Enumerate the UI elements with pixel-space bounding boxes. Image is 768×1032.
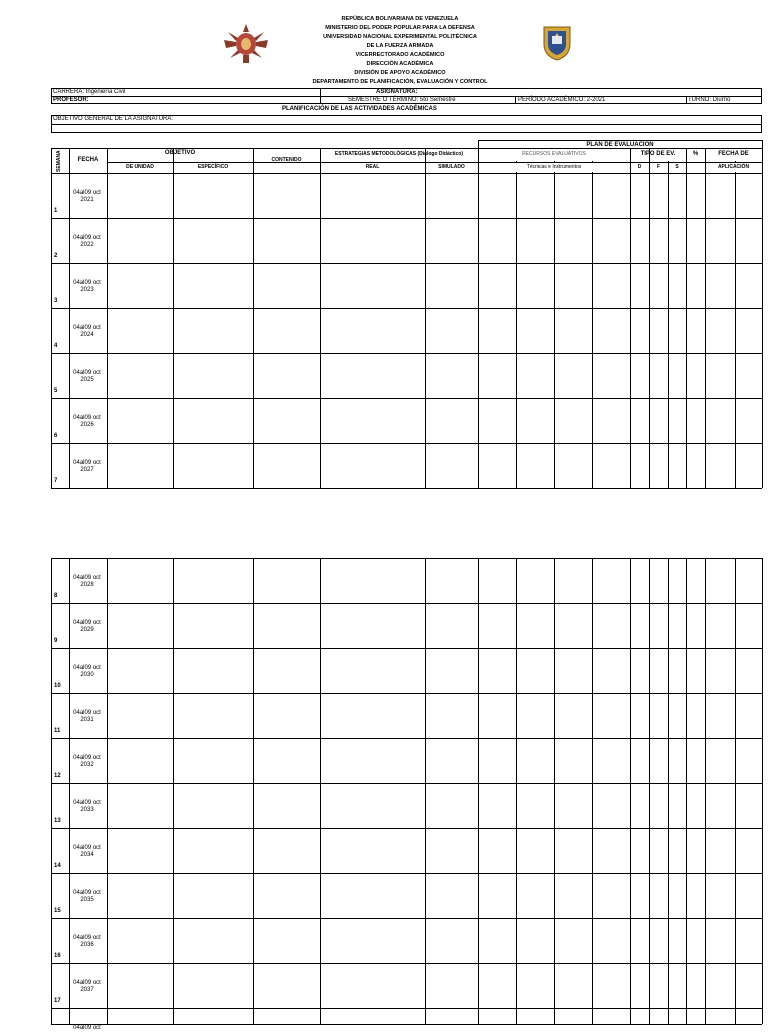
tipo-f-header: F	[656, 164, 661, 170]
planificacion-title: PLANIFICACIÓN DE LAS ACTIVIDADES ACADÉMICAS	[282, 106, 437, 112]
header-line: MINISTERIO DEL PODER POPULAR PARA LA DEFENSA	[325, 25, 475, 31]
week-number: 5	[54, 388, 58, 394]
pct-header: %	[692, 151, 699, 157]
week-date-range: 04al09 oct	[73, 460, 101, 466]
week-date-year: 2026	[80, 422, 94, 428]
header-line: DIRECCIÓN ACADÉMICA	[366, 61, 434, 67]
semana-header: SEMANA	[56, 150, 62, 172]
week-number: 17	[54, 998, 61, 1004]
tecnicas-header: Técnicas e Instrumentos	[526, 164, 582, 170]
week-date-range: 04al09 oct	[73, 620, 101, 626]
tipo-d-header: D	[637, 164, 642, 170]
recursos-header: RECURSOS EVALUATIVOS	[522, 151, 586, 157]
estrategias-header: ESTRATEGIAS METODOLÓGICAS (Diálogo Didáctico)	[334, 151, 464, 157]
week-date-year: 2031	[80, 717, 94, 723]
header-line: UNIVERSIDAD NACIONAL EXPERIMENTAL POLITÉCNICA	[323, 34, 477, 40]
week-date-year: 2027	[80, 467, 94, 473]
week-number: 7	[54, 478, 58, 484]
week-date-range: 04al09 oct	[73, 845, 101, 851]
week-number: 13	[54, 818, 61, 824]
objetivo-general-label: OBJETIVO GENERAL DE LA ASIGNATURA:	[53, 116, 174, 122]
week-date-range: 04al09 oct	[73, 1025, 101, 1031]
fecha-de-header: FECHA DE	[718, 151, 749, 157]
week-number: 3	[54, 298, 58, 304]
fecha-header: FECHA	[77, 157, 99, 163]
week-number: 2	[54, 253, 58, 259]
week-date-year: 2022	[80, 242, 94, 248]
tipo-ev-header: TIPO DE EV.	[640, 151, 676, 157]
week-date-range: 04al09 oct	[73, 710, 101, 716]
week-date-range: 04al09 oct	[73, 755, 101, 761]
week-date-year: 2025	[80, 377, 94, 383]
week-number: 9	[54, 638, 58, 644]
week-date-range: 04al09 oct	[73, 325, 101, 331]
week-date-range: 04al09 oct	[73, 665, 101, 671]
header-line: DEPARTAMENTO DE PLANIFICACIÓN, EVALUACIÓN Y CONTROL	[312, 79, 488, 85]
header-line: VICERRECTORADO ACADÉMICO	[355, 52, 445, 58]
week-number: 15	[54, 908, 61, 914]
week-number: 14	[54, 863, 61, 869]
simulado-header: SIMULADO	[438, 164, 465, 170]
week-number: 10	[54, 683, 61, 689]
week-date-range: 04al09 oct	[73, 190, 101, 196]
week-date-year: 2034	[80, 852, 94, 858]
contenido-header: CONTENIDO	[271, 157, 302, 163]
week-date-year: 2021	[80, 197, 94, 203]
header-line: DE LA FUERZA ARMADA	[366, 43, 434, 49]
week-date-range: 04al09 oct	[73, 415, 101, 421]
header-line: REPÚBLICA BOLIVARIANA DE VENEZUELA	[341, 16, 459, 22]
turno-label: TURNO: Diurno	[688, 97, 731, 103]
especifico-header: ESPECÍFICO	[197, 164, 229, 170]
periodo-label: PERÍODO ACADÉMICO: 2-2021	[518, 97, 606, 103]
objetivo-header: OBJETIVO	[164, 150, 196, 156]
semestre-label: SEMESTRE O TÉRMINO: 5to Semestre	[348, 97, 456, 103]
week-date-year: 2033	[80, 807, 94, 813]
week-date-range: 04al09 oct	[73, 575, 101, 581]
week-date-year: 2036	[80, 942, 94, 948]
plan-evaluacion-header: PLAN DE EVALUACIÓN	[586, 142, 654, 148]
week-number: 1	[54, 208, 58, 214]
week-date-range: 04al09 oct	[73, 935, 101, 941]
week-date-range: 04al09 oct	[73, 800, 101, 806]
profesor-label: PROFESOR:	[53, 97, 89, 103]
week-number: 12	[54, 773, 61, 779]
week-date-year: 2037	[80, 987, 94, 993]
week-date-range: 04al09 oct	[73, 980, 101, 986]
asignatura-label: ASIGNATURA:	[376, 89, 418, 95]
week-number: 11	[54, 728, 61, 734]
week-number: 6	[54, 433, 58, 439]
week-date-range: 04al09 oct	[73, 235, 101, 241]
week-number: 8	[54, 593, 58, 599]
de-unidad-header: DE UNIDAD	[126, 164, 154, 170]
week-date-year: 2035	[80, 897, 94, 903]
week-date-year: 2032	[80, 762, 94, 768]
week-date-range: 04al09 oct	[73, 890, 101, 896]
week-date-year: 2028	[80, 582, 94, 588]
header-line: DIVISIÓN DE APOYO ACADÉMICO	[354, 70, 446, 76]
week-date-range: 04al09 oct	[73, 280, 101, 286]
week-date-year: 2024	[80, 332, 94, 338]
week-number: 16	[54, 953, 61, 959]
tipo-s-header: S	[675, 164, 679, 170]
week-number: 4	[54, 343, 58, 349]
real-header: REAL	[365, 164, 380, 170]
week-date-year: 2029	[80, 627, 94, 633]
week-date-year: 2030	[80, 672, 94, 678]
week-date-year: 2023	[80, 287, 94, 293]
aplicacion-header: APLICACIÓN	[717, 164, 750, 170]
week-date-range: 04al09 oct	[73, 370, 101, 376]
carrera-label: CARRERA: Ingeniería Civil	[53, 89, 126, 95]
